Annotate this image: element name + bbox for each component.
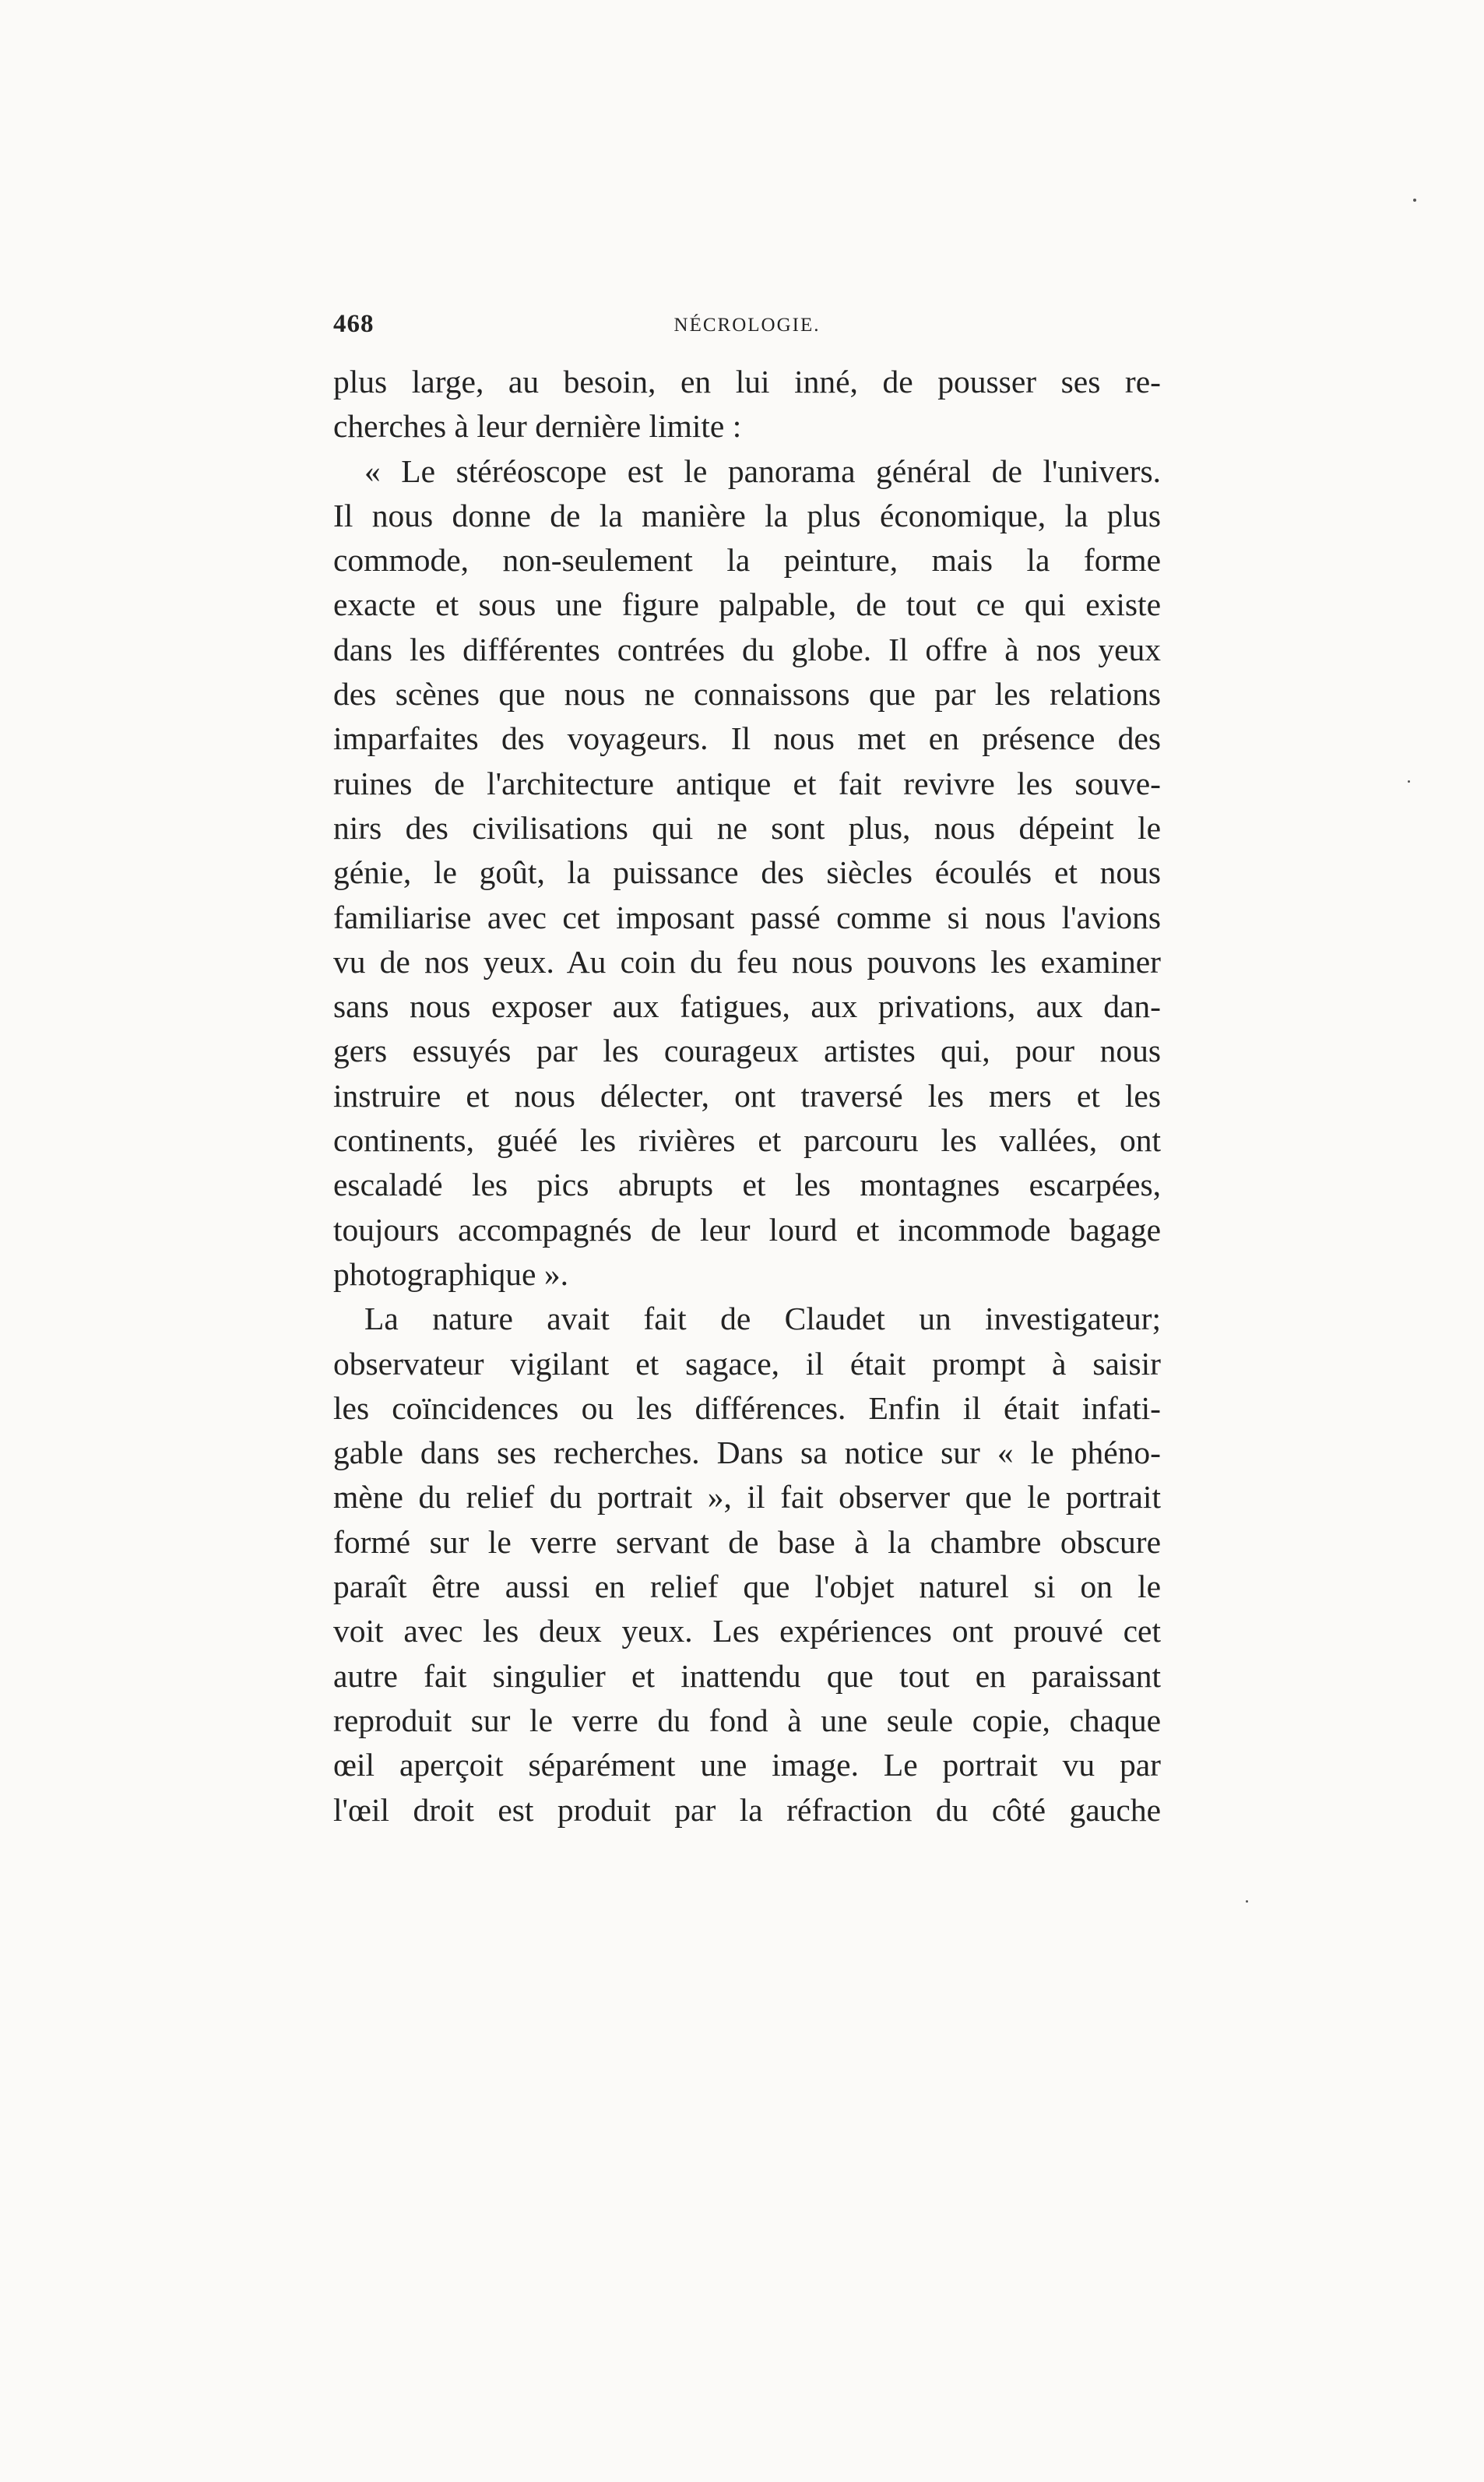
text-line: familiarise avec cet imposant passé comme si nous l'avions (333, 899, 1161, 935)
text-line: commode, non-seulement la peinture, mais la forme (333, 542, 1161, 579)
text-line: voit avec les deux yeux. Les expériences ont prouvé cet (333, 1613, 1161, 1649)
text-line: escaladé les pics abrupts et les montagnes escarpées, (333, 1167, 1161, 1203)
text-line: observateur vigilant et sagace, il était prompt à saisir (333, 1345, 1161, 1382)
text-line: autre fait singulier et inattendu que tout en paraissant (333, 1657, 1161, 1694)
text-line: ruines de l'architecture antique et fait revivre les souve- (333, 765, 1161, 801)
paragraph-2 (333, 449, 1161, 1297)
text-line: des scènes que nous ne connaissons que par les relations (333, 676, 1161, 713)
page-number: 468 (333, 310, 375, 338)
text-line: mène du relief du portrait », il fait observer que le portrait (333, 1479, 1161, 1516)
text-line: génie, le goût, la puissance des siècles écoulés et nous (333, 854, 1161, 891)
text-line: vu de nos yeux. Au coin du feu nous pouvons les examiner (333, 943, 1161, 980)
text-line: Il nous donne de la manière la plus économique, la plus (333, 497, 1161, 533)
text-line: les coïncidences ou les différences. Enfin il était infati- (333, 1389, 1161, 1426)
text-line: exacte et sous une figure palpable, de tout ce qui existe (333, 586, 1161, 623)
text-line: reproduit sur le verre du fond à une seule copie, chaque (333, 1702, 1161, 1738)
text-line: imparfaites des voyageurs. Il nous met en présence des (333, 720, 1161, 757)
body-text (333, 360, 1161, 1832)
page-header (333, 310, 1161, 344)
text-line: plus large, au besoin, en lui inné, de pousser ses re- (333, 364, 1161, 400)
text-line: paraît être aussi en relief que l'objet naturel si on le (333, 1568, 1161, 1605)
scan-speck (1413, 199, 1416, 202)
text-line: photographique ». (333, 1255, 568, 1292)
text-line: cherches à leur dernière limite : (333, 408, 742, 445)
scan-speck (1408, 780, 1410, 783)
text-line: « Le stéréoscope est le panorama général de l'univers. (364, 452, 1161, 489)
text-line: œil aperçoit séparément une image. Le portrait vu par (333, 1747, 1161, 1783)
paragraph-1 (333, 360, 1161, 449)
paragraph-3 (333, 1297, 1161, 1832)
text-line: instruire et nous délecter, ont traversé les mers et les (333, 1077, 1161, 1114)
text-line: continents, guéé les rivières et parcouru les vallées, ont (333, 1122, 1161, 1159)
text-line: nirs des civilisations qui ne sont plus, nous dépeint le (333, 809, 1161, 846)
text-line: sans nous exposer aux fatigues, aux privations, aux dan- (333, 988, 1161, 1025)
text-line: toujours accompagnés de leur lourd et incommode bagage (333, 1211, 1161, 1248)
text-line: formé sur le verre servant de base à la chambre obscure (333, 1523, 1161, 1560)
text-line: dans les différentes contrées du globe. Il offre à nos yeux (333, 631, 1161, 667)
text-line: La nature avait fait de Claudet un investigateur; (364, 1301, 1161, 1337)
running-head: NÉCROLOGIE. (673, 315, 821, 336)
scan-speck (1246, 1900, 1248, 1903)
text-line: gable dans ses recherches. Dans sa notice sur « le phéno- (333, 1435, 1161, 1471)
text-line: gers essuyés par les courageux artistes qui, pour nous (333, 1033, 1161, 1069)
text-line: l'œil droit est produit par la réfraction du côté gauche (333, 1791, 1161, 1828)
